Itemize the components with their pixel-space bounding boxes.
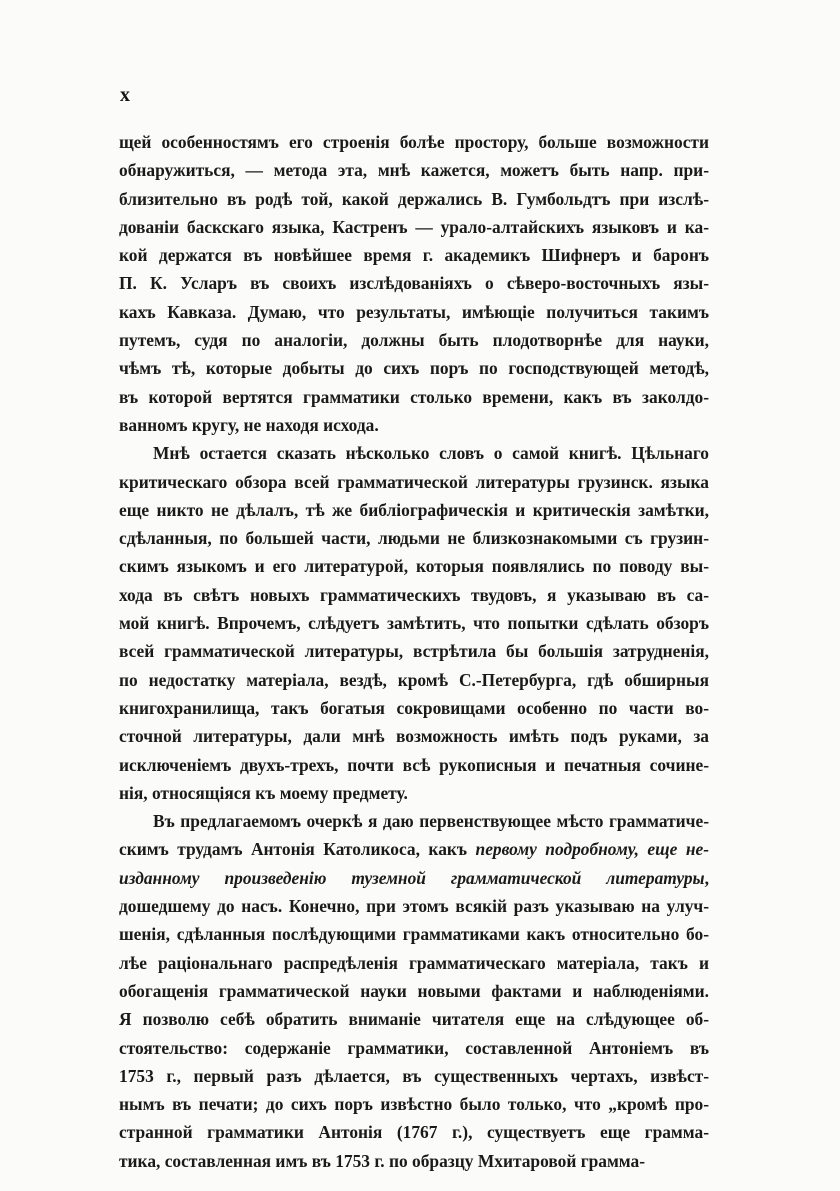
text-line [119,722,709,750]
text-segment: сдѣланныя, по большей части, людьми не близкознакомыми съ грузин- [119,528,709,549]
text-segment: ванномъ кругу, не находя исхода. [119,414,379,435]
text-line [119,1034,709,1062]
text-segment: сточной литературы, дали мнѣ возможность имѣть подъ руками, за [119,726,709,747]
page-number: x [120,84,130,106]
text-line [119,977,709,1005]
text-line [119,1090,709,1118]
text-segment: книгохранилища, такъ богатыя сокровищами особенно по части во- [119,697,709,718]
italic-text-segment: изданному произведенію туземной грамматической литературы [119,867,705,888]
text-line [119,496,709,524]
text-line [119,439,709,467]
text-segment: шенія, сдѣланныя послѣдующими грамматиками какъ относительно бо- [119,924,709,945]
text-segment: всей грамматической литературы, встрѣтила бы большія затрудненія, [119,641,709,662]
text-line [119,298,709,326]
text-line [119,185,709,213]
italic-text-segment: первому подробному, еще не- [475,839,709,860]
text-line [119,552,709,580]
text-segment: 1753 г., первый разъ дѣлается, въ существенныхъ чертахъ, извѣст- [119,1065,709,1086]
text-segment: обогащенія грамматической науки новыми фактами и наблюденіями. [119,980,709,1001]
text-segment: еще никто не дѣлалъ, тѣ же библіографическія и критическія замѣтки, [119,499,709,520]
text-line [119,1118,709,1146]
text-line [119,156,709,184]
text-segment: щей особенностямъ его строенія болѣе простору, больше возможности [119,132,709,152]
text-line [119,213,709,241]
text-line [119,949,709,977]
text-line [119,326,709,354]
text-segment: тика, составленная имъ въ 1753 г. по образцу Мхитаровой грамма- [119,1150,646,1171]
text-line [119,609,709,637]
text-segment: въ которой вертятся грамматики столько времени, какъ въ заколдо- [119,386,709,407]
text-line [119,1147,709,1175]
text-segment: Я позволю себѣ обратить вниманіе читателя еще на слѣдующее об- [119,1009,709,1030]
text-segment: лѣе раціональнаго распредѣленія грамматическаго матеріала, такъ и [119,952,709,973]
text-line [119,779,709,807]
text-segment: Мнѣ остается сказать нѣсколько словъ о самой книгѣ. Цѣльнаго [153,443,709,464]
text-segment: хода въ свѣтъ новыхъ грамматическихъ твудовъ, я указываю въ са- [119,584,709,605]
text-segment: мой книгѣ. Впрочемъ, слѣдуетъ замѣтить, что попытки сдѣлать обзоръ [119,613,709,634]
text-segment: кахъ Кавказа. Думаю, что результаты, имѣющіе получиться такимъ [119,301,709,322]
text-segment: стоятельство: содержаніе грамматики, составленной Антоніемъ въ [119,1037,709,1058]
text-line [119,1005,709,1033]
text-segment: скимъ языкомъ и его литературой, которыя появлялись по поводу вы- [119,556,709,577]
text-segment: близительно въ родѣ той, какой держались В. Гумбольдтъ при изслѣ- [119,188,709,209]
text-segment: П. К. Усларъ въ своихъ изслѣдованіяхъ о сѣверо-восточныхъ язы- [119,273,709,294]
body-text [119,128,709,1175]
text-line [119,892,709,920]
text-line [119,1062,709,1090]
text-line [119,807,709,835]
text-line [119,383,709,411]
text-line [119,835,709,863]
text-segment: Въ предлагаемомъ очеркѣ я даю первенствующее мѣсто грамматиче- [153,811,709,832]
text-segment: критическаго обзора всей грамматической литературы грузинск. языка [119,471,709,492]
text-line [119,637,709,665]
text-segment: дованіи баскскаго языка, Кастренъ — урало-алтайскихъ языковъ и ка- [119,216,709,237]
text-segment: кой держатся въ новѣйшее время г. академикъ Шифнеръ и баронъ [119,245,709,266]
text-line [119,694,709,722]
text-line [119,666,709,694]
text-segment: скимъ трудамъ Антонія Католикоса, какъ [119,839,476,860]
text-line [119,581,709,609]
text-segment: путемъ, судя по аналогіи, должны быть плодотворнѣе для науки, [119,330,709,351]
text-segment: чѣмъ тѣ, которые добыты до сихъ поръ по господствующей методѣ, [119,358,709,379]
text-line [119,468,709,496]
text-segment: нымъ въ печати; до сихъ поръ извѣстно было только, что „кромѣ про- [119,1094,709,1115]
text-segment: по недостатку матеріала, вездѣ, кромѣ С.-Петербурга, гдѣ обширныя [119,669,709,690]
text-line [119,241,709,269]
text-segment: дошедшему до насъ. Конечно, при этомъ всякій разъ указываю на улуч- [119,896,709,917]
text-line [119,524,709,552]
text-line [119,269,709,297]
text-line [119,128,709,156]
text-segment: обнаружиться, — метода эта, мнѣ кажется, можетъ быть напр. при- [119,160,709,181]
text-segment: исключеніемъ двухъ-трехъ, почти всѣ рукописныя и печатныя сочине- [119,754,709,775]
text-segment: странной грамматики Антонія (1767 г.), существуетъ еще грамма- [119,1122,709,1143]
text-line [119,864,709,892]
text-line [119,751,709,779]
text-segment: нія, относящіяся къ моему предмету. [119,782,408,803]
text-line [119,411,709,439]
text-line [119,354,709,382]
text-line [119,920,709,948]
text-segment: , [704,867,709,888]
